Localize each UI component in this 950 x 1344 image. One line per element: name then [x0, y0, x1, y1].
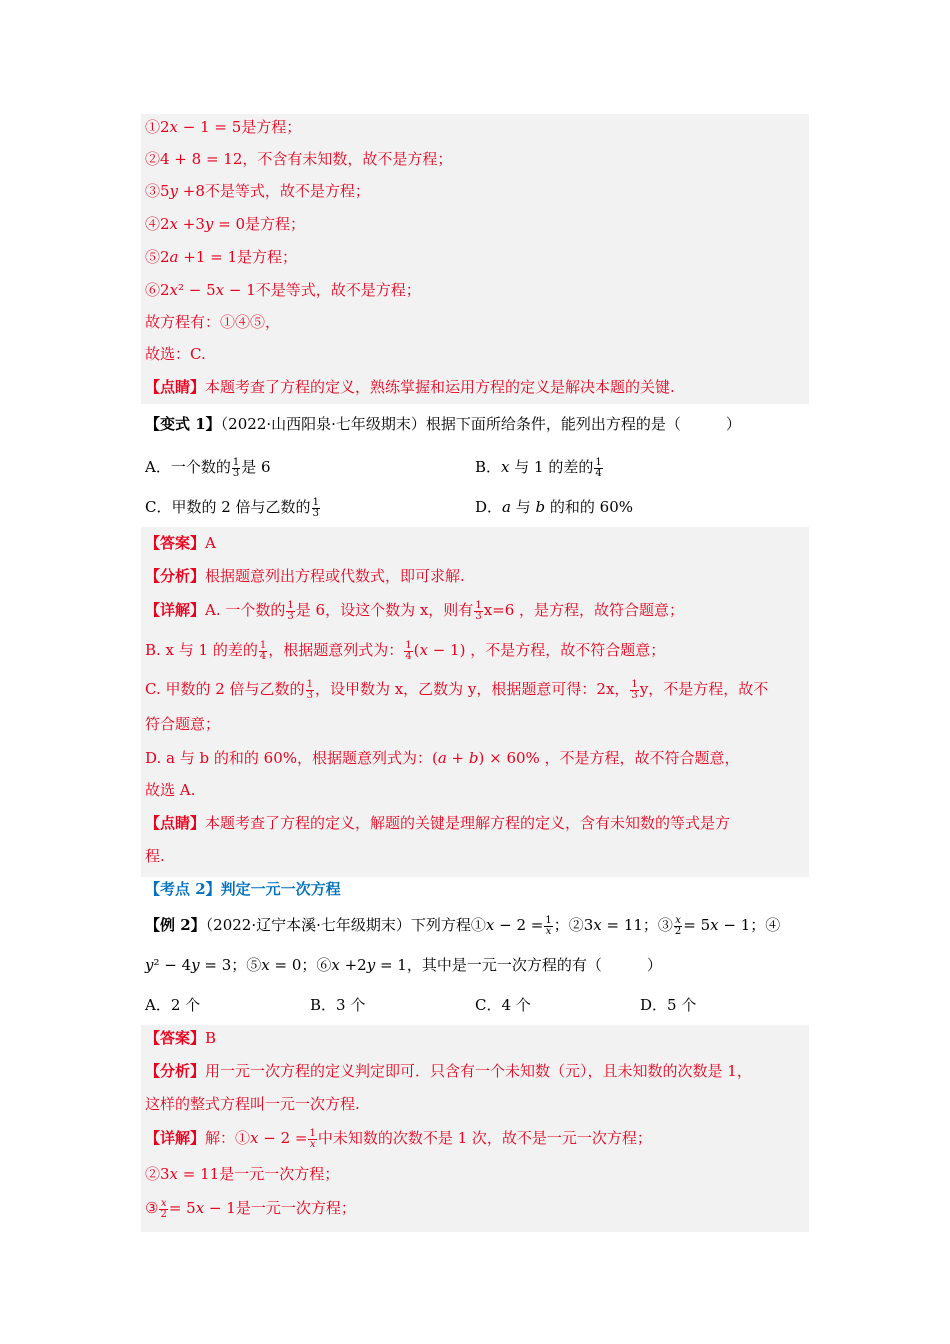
variant-question-text: 根据下面所给条件，能列出方程的是（ ）: [425, 415, 741, 433]
fraction-denominator: 2: [674, 925, 682, 937]
option-b: B．3 个: [310, 996, 366, 1014]
solution-item-1: ①2𝑥 − 1 = 5是方程；: [145, 118, 302, 136]
analysis-tag: 【分析】: [145, 567, 206, 585]
comment-1: [145, 377, 675, 397]
detail-2-c: [145, 1198, 356, 1220]
fraction: [630, 680, 638, 701]
detail-text: A. 一个数的: [205, 601, 286, 619]
option-c-text: C．甲数的 2 倍与乙数的: [145, 498, 311, 516]
answer-value: A: [205, 534, 216, 552]
solution-item-3: ③5𝑦 +8不是等式，故不是方程；: [145, 182, 370, 200]
solution-item-6: ⑥2𝑥² − 5𝑥 − 1不是等式，故不是方程；: [145, 281, 421, 299]
fraction-denominator: 3: [312, 507, 319, 519]
example-text: = 5𝑥 − 1；④: [683, 916, 781, 934]
section-heading-point-2: 【考点 2】判定一元一次方程: [145, 880, 341, 898]
fraction-numerator: 𝑥: [160, 1197, 167, 1209]
fraction-numerator: 1: [232, 456, 240, 468]
fraction: [474, 601, 482, 622]
solution-item-4: ④2𝑥 +3𝑦 = 0是方程；: [145, 215, 306, 233]
analysis-text: 用一元一次方程的定义判定即可．只含有一个未知数（元），且未知数的次数是 1，: [205, 1062, 752, 1080]
example-2-question: [145, 915, 780, 937]
fraction-numerator: 𝑥: [675, 914, 681, 926]
fraction: [232, 458, 240, 479]
example-text: ；②3𝑥 = 11；③: [553, 916, 673, 934]
fraction: [259, 641, 267, 662]
fraction-numerator: 1: [595, 456, 602, 468]
option-c: C．4 个: [475, 996, 531, 1014]
detail-text: ，设甲数为 x，乙数为 y，根据题意可得：2x，: [314, 680, 630, 698]
option-b-text: 与 1 的差的: [509, 458, 594, 476]
fraction: [286, 601, 294, 622]
detail-1-choice: 故选 A.: [145, 781, 196, 799]
example-2-question-cont: 𝑦² − 4𝑦 = 3；⑤𝑥 = 0；⑥𝑥 +2𝑦 = 1，其中是一元一次方程的有（ ）: [145, 956, 662, 974]
answer-2: [145, 1028, 216, 1048]
option-a-suffix: 是 6: [241, 458, 271, 476]
option-d-text: 与: [510, 498, 536, 516]
option-a: [145, 457, 271, 479]
option-d-var-b: b: [535, 498, 546, 516]
fraction-numerator: 1: [306, 678, 313, 690]
option-d: D．5 个: [640, 996, 697, 1014]
fraction-numerator: 1: [259, 639, 267, 651]
option-d-suffix: 的和的 60%: [545, 498, 634, 516]
variant-tag: 【变式 1】: [145, 415, 221, 433]
detail-1-c-cont: 符合题意；: [145, 715, 221, 733]
fraction: [312, 498, 320, 519]
fraction-denominator: 3: [475, 610, 482, 622]
analysis-2: [145, 1061, 752, 1081]
option-b-var: x: [501, 458, 510, 476]
detail-text: 解：①𝑥 − 2 =: [205, 1129, 308, 1147]
fraction-denominator: 3: [306, 689, 313, 701]
fraction-numerator: 1: [545, 914, 552, 926]
fraction-denominator: 3: [232, 467, 240, 479]
analysis-tag: 【分析】: [145, 1062, 206, 1080]
fraction-denominator: 3: [287, 610, 294, 622]
option-c: [145, 497, 321, 519]
detail-expression: (𝑥 − 1): [413, 641, 466, 659]
fraction: [674, 916, 682, 937]
fraction: [594, 458, 602, 479]
analysis-2-cont: 这样的整式方程叫一元一次方程.: [145, 1095, 360, 1113]
detail-text: y，不是方程，故不: [639, 680, 769, 698]
fraction-denominator: 𝑥: [545, 925, 552, 937]
fraction: [404, 641, 412, 662]
fraction-numerator: 1: [287, 599, 294, 611]
option-d: [475, 497, 633, 517]
variant-source: （2022·山西阳泉·七年级期末）: [220, 415, 426, 433]
detail-1-c: [145, 679, 768, 701]
option-d-var-a: a: [502, 498, 511, 516]
detail-text: = 5𝑥 − 1是一元一次方程；: [168, 1199, 356, 1217]
detail-text: C. 甲数的 2 倍与乙数的: [145, 680, 305, 698]
detail-1-d: D. a 与 b 的和的 60%，根据题意列式为：(𝑎 + 𝑏) × 60% ，不是方程，故不符合题意，: [145, 749, 740, 767]
detail-text: 中未知数的次数不是 1 次，故不是一元一次方程；: [317, 1129, 652, 1147]
solution-item-2: ②4 + 8 = 12，不含有未知数，故不是方程；: [145, 150, 453, 168]
detail-2-b: ②3𝑥 = 11是一元一次方程；: [145, 1165, 340, 1183]
analysis-1: [145, 566, 465, 586]
fraction: [544, 916, 552, 937]
detail-1-b: [145, 640, 665, 662]
detail-text: ③: [145, 1199, 159, 1217]
fraction: [308, 1129, 316, 1150]
option-d-label: D．: [475, 498, 503, 516]
fraction: [159, 1199, 167, 1220]
example-text: 下列方程①𝑥 − 2 =: [410, 916, 544, 934]
comment-2: [145, 813, 730, 833]
comment-text: 本题考查了方程的定义，解题的关键是理解方程的定义，含有未知数的等式是方: [205, 814, 731, 832]
fraction-denominator: 𝑥: [309, 1138, 316, 1150]
answer-tag: 【答案】: [145, 1029, 206, 1047]
option-a: A．2 个: [145, 996, 201, 1014]
solution-summary: 故方程有：①④⑤，: [145, 313, 281, 331]
option-a-text: A．一个数的: [145, 458, 231, 476]
fraction-numerator: 1: [475, 599, 482, 611]
detail-tag: 【详解】: [145, 1129, 206, 1147]
detail-text: ，不是方程，故不符合题意；: [465, 641, 666, 659]
fraction-numerator: 1: [309, 1127, 316, 1139]
answer-tag: 【答案】: [145, 534, 206, 552]
analysis-text: 根据题意列出方程或代数式，即可求解.: [205, 567, 465, 585]
fraction-denominator: 3: [631, 689, 638, 701]
fraction-numerator: 1: [631, 678, 638, 690]
detail-text: B. x 与 1 的差的: [145, 641, 258, 659]
fraction: [306, 680, 314, 701]
example-tag: 【例 2】: [145, 916, 206, 934]
detail-text: 是 6，设这个数为 x，则有: [295, 601, 474, 619]
detail-tag: 【详解】: [145, 601, 206, 619]
fraction-denominator: 4: [595, 467, 602, 479]
fraction-numerator: 1: [312, 496, 319, 508]
fraction-numerator: 1: [405, 639, 412, 651]
fraction-denominator: 4: [405, 650, 412, 662]
comment-text: 本题考查了方程的定义，熟练掌握和运用方程的定义是解决本题的关键.: [205, 378, 675, 396]
answer-1: [145, 533, 216, 553]
example-source: （2022·辽宁本溪·七年级期末）: [205, 916, 411, 934]
comment-2-cont: 程.: [145, 847, 165, 865]
option-b-label: B．: [475, 458, 502, 476]
detail-1-a: [145, 600, 684, 622]
detail-text: x=6 ，是方程，故符合题意；: [483, 601, 685, 619]
fraction-denominator: 2: [160, 1208, 167, 1220]
comment-tag: 【点睛】: [145, 814, 206, 832]
solution-choice: 故选：C.: [145, 345, 206, 363]
detail-2-a: [145, 1128, 652, 1150]
fraction-denominator: 4: [259, 650, 267, 662]
detail-text: ，根据题意列式为：: [268, 641, 404, 659]
comment-tag: 【点睛】: [145, 378, 206, 396]
solution-item-5: ⑤2𝑎 +1 = 1是方程；: [145, 248, 298, 266]
answer-value: B: [205, 1029, 217, 1047]
variant-1-question: [145, 414, 741, 434]
option-b: [475, 457, 604, 479]
